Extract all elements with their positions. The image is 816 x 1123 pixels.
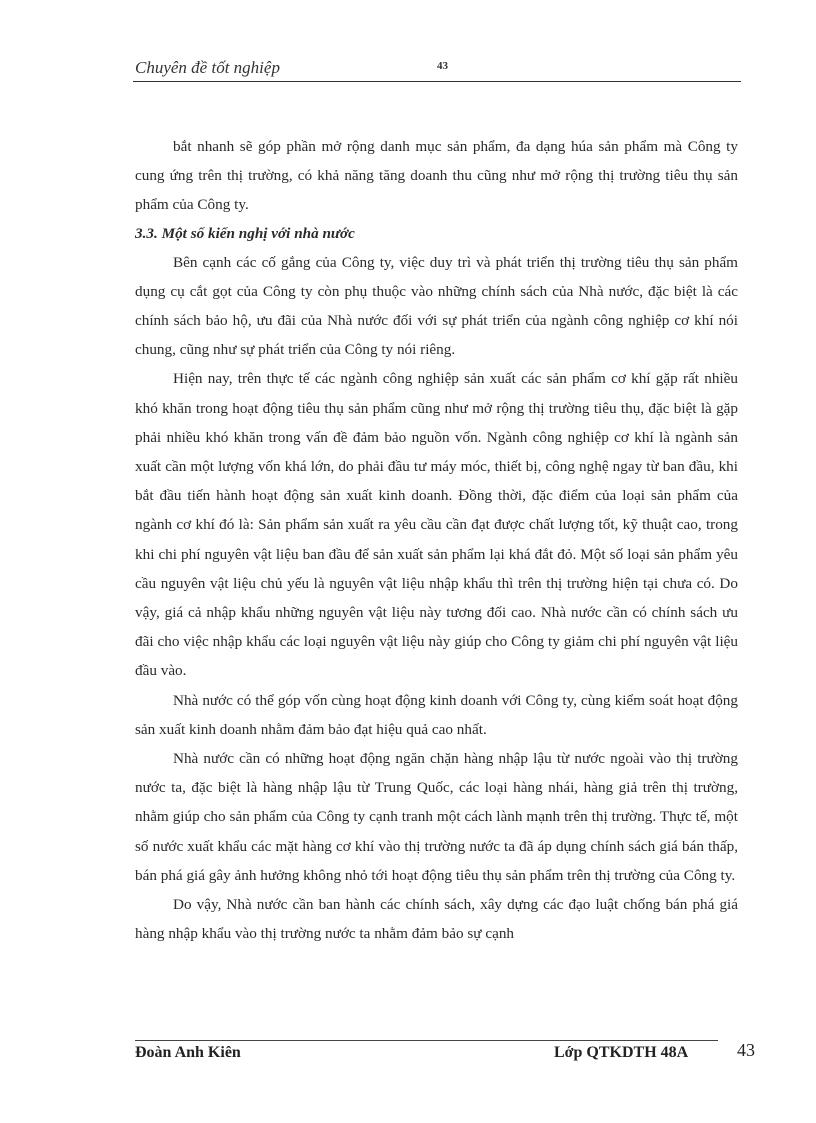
paragraph: bắt nhanh sẽ góp phần mở rộng danh mục sản phẩm, đa dạng húa sản phẩm mà Công ty cung ứng trên thị trường, có khả năng tăng doanh thu cũng như mở rộng thị trường tiêu thụ sản phẩm của Công ty. bbox=[135, 138, 738, 214]
paragraph: Nhà nước cần có những hoạt động ngăn chặn hàng nhập lậu từ nước ngoài vào thị trường nước ta, đặc biệt là hàng nhập lậu từ Trung Quốc, các loại hàng nhái, hàng giả trên thị trường, nhằm giúp cho sản phẩm của Công ty cạnh tranh một cách lành mạnh trên thị trường. Thực tế, một số nước xuất khẩu các mặt hàng cơ khí vào thị trường nước ta đã áp dụng chính sách giá bán thấp, bán phá giá gây ảnh hưởng không nhỏ tới hoạt động tiêu thụ sản phẩm trên thị trường của Công ty. bbox=[135, 750, 738, 884]
header-page-number: 43 bbox=[437, 60, 448, 72]
document-body bbox=[135, 132, 738, 948]
footer-class: Lớp QTKDTH 48A bbox=[554, 1044, 689, 1061]
paragraph: Hiện nay, trên thực tế các ngành công nghiệp sản xuất các sản phẩm cơ khí gặp rất nhiều khó khăn trong hoạt động tiêu thụ sản phẩm cũng như mở rộng thị trường tiêu thụ, đặc biệt là gặp phải nhiều khó khăn trong vấn đề đảm bảo nguồn vốn. Ngành công nghiệp cơ khí là ngành sản xuất cần một lượng vốn khá lớn, do phải đầu tư máy móc, thiết bị, công nghệ ngay từ ban đầu, khi bắt đầu tiến hành hoạt động sản xuất kinh doanh. Đồng thời, đặc điểm của loại sản phẩm của ngành cơ khí đó là: Sản phẩm sản xuất ra yêu cầu cần đạt được chất lượng tốt, kỹ thuật cao, trong khi chi phí nguyên vật liệu ban đầu để sản xuất sản phẩm lại khá đắt đỏ. Một số loại sản phẩm yêu cầu nguyên vật liệu chủ yếu là nguyên vật liệu nhập khẩu thì trên thị trường hiện tại chưa có. Do vậy, giá cả nhập khẩu những nguyên vật liệu này tương đối cao. Nhà nước cần có chính sách ưu đãi cho việc nhập khẩu các loại nguyên vật liệu này giúp cho Công ty giảm chi phí nguyên vật liệu đầu vào. bbox=[135, 370, 738, 680]
paragraph: Bên cạnh các cố gắng của Công ty, việc duy trì và phát triển thị trường tiêu thụ sản phẩm dụng cụ cắt gọt của Công ty còn phụ thuộc vào những chính sách của Nhà nước, đặc biệt là các chính sách bảo hộ, ưu đãi của Nhà nước đối với sự phát triển của ngành công nghiệp cơ khí nói chung, cũng như sự phát triển của Công ty nói riêng. bbox=[135, 253, 738, 359]
header-title: Chuyên đề tốt nghiệp bbox=[135, 58, 280, 77]
section-heading: 3.3. Một số kiến nghị với nhà nước bbox=[135, 224, 355, 242]
paragraph: Do vậy, Nhà nước cần ban hành các chính sách, xây dựng các đạo luật chống bán phá giá hàng nhập khẩu vào thị trường nước ta nhằm đảm bảo sự cạnh bbox=[135, 896, 738, 943]
footer-page-number: 43 bbox=[737, 1040, 755, 1060]
header-divider bbox=[133, 81, 741, 82]
footer-divider bbox=[135, 1040, 718, 1041]
paragraph: Nhà nước có thể góp vốn cùng hoạt động kinh doanh với Công ty, cùng kiểm soát hoạt động sản xuất kinh doanh nhằm đảm bảo đạt hiệu quả cao nhất. bbox=[135, 691, 738, 738]
footer-author: Đoàn Anh Kiên bbox=[135, 1044, 241, 1061]
